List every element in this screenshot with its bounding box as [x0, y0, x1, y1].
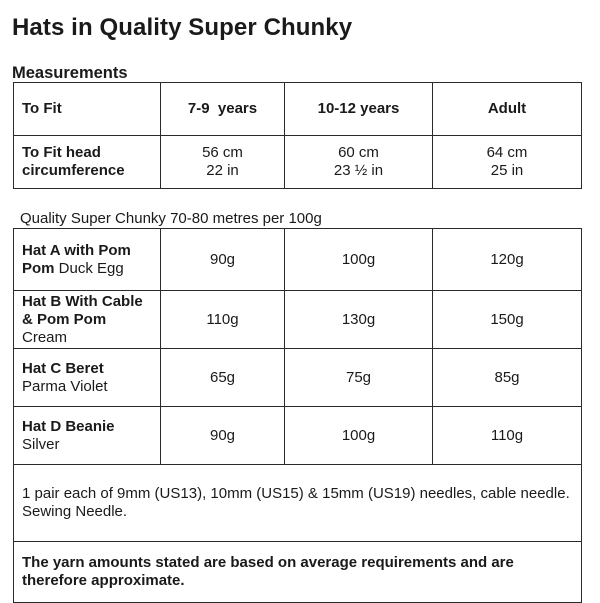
yarn-amount-note: The yarn amounts stated are based on average requirements and are therefore approximate.	[14, 542, 582, 603]
head-size-cell	[433, 136, 582, 189]
hat-name: Hat A with Pom	[22, 241, 131, 259]
hat-name: Hat B With Cable	[22, 292, 143, 310]
yarn-amount: 110g	[433, 407, 582, 465]
label-line: To Fit head	[22, 144, 101, 161]
size-header-7-9: 7-9 years	[161, 83, 285, 136]
measurements-heading: Measurements	[12, 64, 128, 82]
table-row	[14, 349, 582, 407]
hat-name: & Pom Pom	[22, 310, 107, 328]
yarn-amount: 85g	[433, 349, 582, 407]
hat-color: Silver	[22, 435, 60, 453]
size-header-adult: Adult	[433, 83, 582, 136]
label-line: circumference	[22, 162, 125, 179]
yarn-amount: 130g	[285, 291, 433, 349]
hat-color: Duck Egg	[54, 259, 124, 277]
head-size-cell	[285, 136, 433, 189]
table-row	[14, 136, 582, 189]
head-circumference-label	[14, 136, 161, 189]
hat-name: Hat C Beret	[22, 359, 104, 377]
hat-label	[14, 229, 161, 291]
cm-value: 60 cm	[338, 144, 379, 161]
hat-name: Hat D Beanie	[22, 417, 115, 435]
yarn-description: Quality Super Chunky 70-80 metres per 100g	[20, 210, 322, 227]
yarn-amount: 110g	[161, 291, 285, 349]
table-row	[14, 407, 582, 465]
yarn-amount: 90g	[161, 229, 285, 291]
hat-color: Parma Violet	[22, 377, 108, 395]
hat-color: Cream	[22, 328, 68, 346]
table-row	[14, 291, 582, 349]
hat-label	[14, 349, 161, 407]
table-row	[14, 229, 582, 291]
hat-label	[14, 407, 161, 465]
in-value: 25 in	[490, 162, 524, 179]
table-row	[14, 542, 582, 603]
cm-value: 56 cm	[202, 144, 243, 161]
yarn-amount: 100g	[285, 229, 433, 291]
needles-note: 1 pair each of 9mm (US13), 10mm (US15) & 15mm (US19) needles, cable needle. Sewing Needle.	[14, 465, 582, 542]
yarn-amount: 90g	[161, 407, 285, 465]
yarn-amount: 65g	[161, 349, 285, 407]
yarn-amount: 75g	[285, 349, 433, 407]
yarn-requirements-table	[13, 228, 582, 603]
hat-name: Pom	[22, 259, 55, 277]
table-row	[14, 465, 582, 542]
to-fit-header: To Fit	[14, 83, 161, 136]
hat-label	[14, 291, 161, 349]
yarn-amount: 150g	[433, 291, 582, 349]
measurements-table	[13, 82, 582, 189]
in-value: 22 in	[206, 162, 239, 179]
cm-value: 64 cm	[486, 144, 528, 161]
size-header-10-12: 10-12 years	[285, 83, 433, 136]
yarn-amount: 100g	[285, 407, 433, 465]
table-row	[14, 83, 582, 136]
page-title: Hats in Quality Super Chunky	[12, 14, 353, 41]
head-size-cell	[161, 136, 285, 189]
yarn-amount: 120g	[433, 229, 582, 291]
in-value: 23 ½ in	[333, 162, 384, 179]
